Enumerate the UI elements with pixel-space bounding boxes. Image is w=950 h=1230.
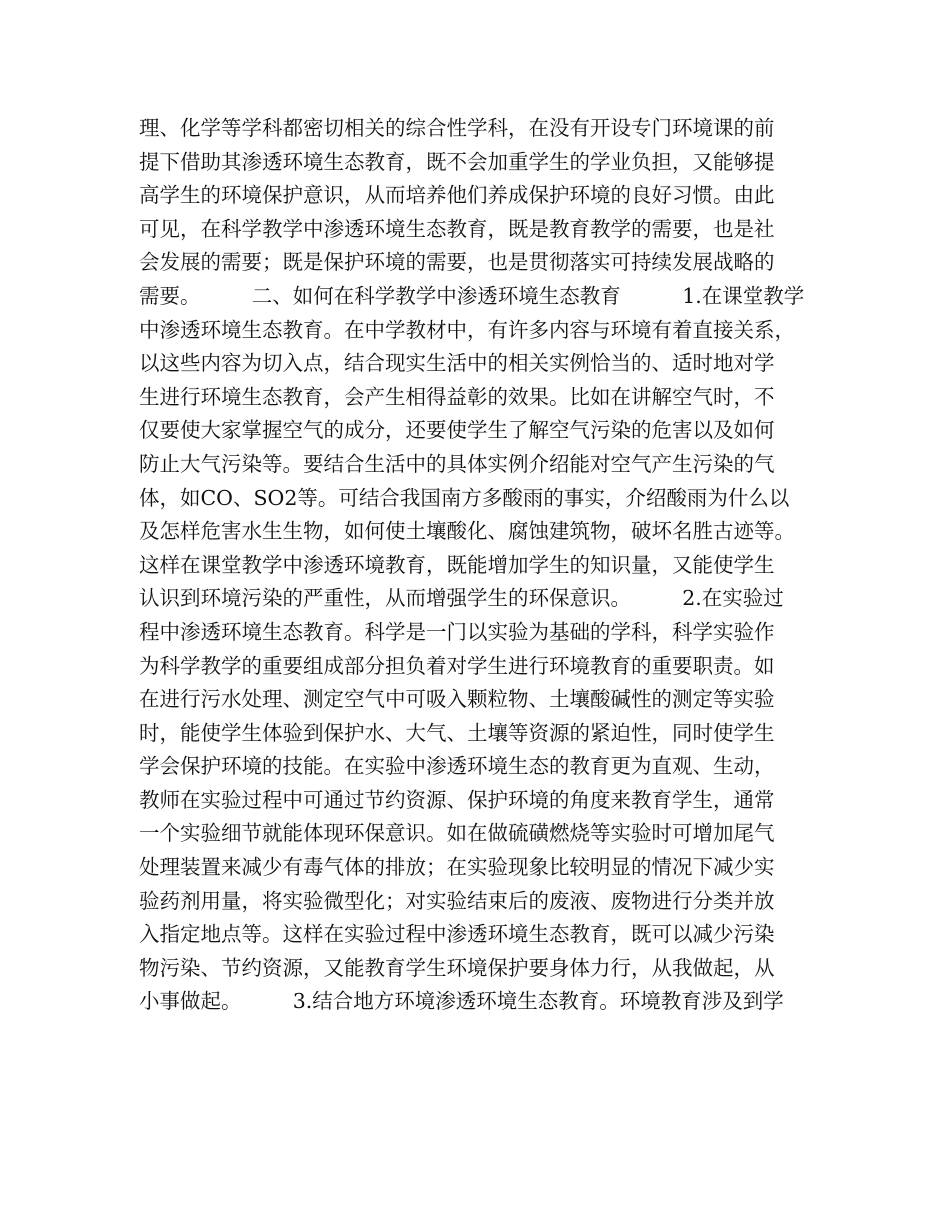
text-line: 理、化学等学科都密切相关的综合性学科，在没有开设专门环境课的前 xyxy=(139,116,775,140)
text-line: 一个实验细节就能体现环保意识。如在做硫磺燃烧等实验时可增加尾气 xyxy=(139,821,775,846)
text-line: 需要。 二、如何在科学教学中渗透环境生态教育 1.在课堂教学 xyxy=(139,283,805,308)
body-text xyxy=(139,112,829,1019)
text-line: 提下借助其渗透环境生态教育，既不会加重学生的学业负担，又能够提 xyxy=(139,149,775,174)
text-line: 为科学教学的重要组成部分担负着对学生进行环境教育的重要职责。如 xyxy=(139,653,775,678)
text-line: 会发展的需要；既是保护环境的需要，也是贯彻落实可持续发展战略的 xyxy=(139,250,775,275)
text-line: 可见，在科学教学中渗透环境生态教育，既是教育教学的需要，也是社 xyxy=(139,216,775,241)
text-line: 学会保护环境的技能。在实验中渗透环境生态的教育更为直观、生动， xyxy=(139,754,775,779)
text-line: 验药剂用量，将实验微型化；对实验结束后的废液、废物进行分类并放 xyxy=(139,888,775,913)
text-line: 及怎样危害水生生物，如何使土壤酸化、腐蚀建筑物，破坏名胜古迹等。 xyxy=(139,519,795,544)
text-line: 仅要使大家掌握空气的成分，还要使学生了解空气污染的危害以及如何 xyxy=(139,418,775,443)
text-line: 高学生的环境保护意识，从而培养他们养成保护环境的良好习惯。由此 xyxy=(139,183,775,208)
text-line: 教师在实验过程中可通过节约资源、保护环境的角度来教育学生，通常 xyxy=(139,787,775,812)
text-line: 处理装置来减少有毒气体的排放；在实验现象比较明显的情况下减少实 xyxy=(139,855,775,880)
text-line: 时，能使学生体验到保护水、大气、土壤等资源的紧迫性，同时使学生 xyxy=(139,720,775,745)
text-line: 生进行环境生态教育，会产生相得益彰的效果。比如在讲解空气时，不 xyxy=(139,384,775,409)
text-line: 物污染、节约资源，又能教育学生环境保护要身体力行，从我做起，从 xyxy=(139,955,775,980)
text-line: 防止大气污染等。要结合生活中的具体实例介绍能对空气产生污染的气 xyxy=(139,451,775,476)
text-line: 小事做起。 3.结合地方环境渗透环境生态教育。环境教育涉及到学 xyxy=(139,989,784,1014)
text-line: 在进行污水处理、测定空气中可吸入颗粒物、土壤酸碱性的测定等实验 xyxy=(139,687,775,712)
text-line: 这样在课堂教学中渗透环境教育，既能增加学生的知识量，又能使学生 xyxy=(139,552,775,577)
text-line: 以这些内容为切入点，结合现实生活中的相关实例恰当的、适时地对学 xyxy=(139,351,775,376)
text-line: 入指定地点等。这样在实验过程中渗透环境生态教育，既可以减少污染 xyxy=(139,922,775,947)
text-line: 体，如CO、SO2等。可结合我国南方多酸雨的事实，介绍酸雨为什么以 xyxy=(139,485,790,510)
text-line: 程中渗透环境生态教育。科学是一门以实验为基础的学科，科学实验作 xyxy=(139,619,775,644)
text-line: 认识到环境污染的严重性，从而增强学生的环保意识。 2.在实验过 xyxy=(139,586,784,611)
text-line: 中渗透环境生态教育。在中学教材中，有许多内容与环境有着直接关系， xyxy=(139,317,795,342)
